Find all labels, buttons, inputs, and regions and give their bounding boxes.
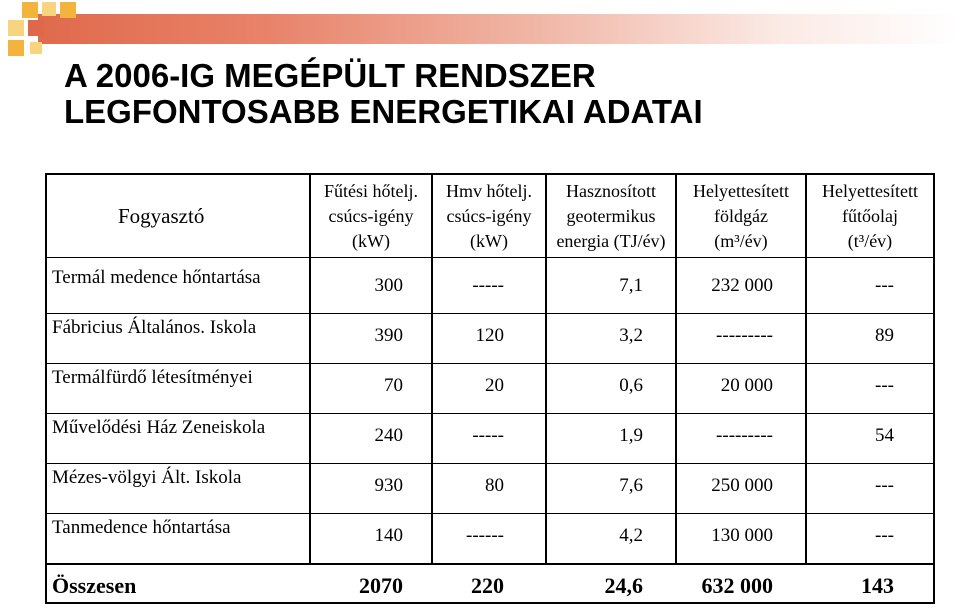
decoration-square (8, 20, 24, 36)
cell-oil: 89 (875, 325, 894, 346)
cell-oil: --- (875, 525, 894, 546)
title-line-2: LEGFONTOSABB ENERGETIKAI ADATAI (64, 93, 703, 130)
row-label: Mézes-völgyi Ált. Iskola (52, 467, 242, 488)
total-hmv: 220 (471, 573, 504, 598)
header-hmv-demand: Hmv hőtelj. csúcs-igény (kW) (446, 180, 532, 251)
cell-gas: 232 000 (711, 275, 773, 296)
decoration-square (8, 40, 24, 56)
row-divider (45, 463, 935, 464)
cell-hmv: ----- (472, 425, 504, 446)
row-divider (45, 363, 935, 364)
decoration-square (22, 2, 38, 18)
row-divider (45, 513, 935, 514)
cell-geo: 7,6 (619, 475, 643, 496)
cell-gas: 20 000 (720, 375, 773, 396)
cell-oil: 54 (875, 425, 894, 446)
cell-heat: 240 (374, 425, 403, 446)
cell-hmv: 80 (485, 475, 504, 496)
total-oil: 143 (861, 573, 894, 598)
cell-oil: --- (875, 375, 894, 396)
row-label: Termálfürdő létesítményei (52, 367, 253, 388)
cell-gas: 130 000 (711, 525, 773, 546)
cell-geo: 7,1 (619, 275, 643, 296)
row-label: Tanmedence hőntartása (52, 517, 231, 538)
row-label: Termál medence hőntartása (52, 267, 261, 288)
row-divider (45, 413, 935, 414)
row-divider (45, 257, 935, 258)
decoration-square (42, 2, 56, 16)
total-label: Összesen (52, 573, 137, 598)
cell-gas: --------- (716, 325, 773, 346)
header-consumer: Fogyasztó (118, 204, 205, 228)
decoration-square (28, 20, 44, 36)
header-gas: Helyettesített földgáz (m³/év) (693, 180, 789, 251)
row-label: Művelődési Ház Zeneiskola (52, 417, 266, 438)
cell-heat: 70 (384, 375, 403, 396)
cell-heat: 930 (374, 475, 403, 496)
decoration-square (30, 42, 42, 54)
header-geothermal: Hasznosított geotermikus energia (TJ/év) (556, 180, 666, 251)
header-heat-demand: Fűtési hőtelj. csúcs-igény (kW) (324, 180, 418, 251)
total-heat: 2070 (359, 573, 403, 598)
cell-heat: 390 (374, 325, 403, 346)
page-title (64, 58, 924, 130)
cell-oil: --- (875, 275, 894, 296)
total-geo: 24,6 (604, 573, 643, 598)
cell-geo: 0,6 (619, 375, 643, 396)
cell-geo: 4,2 (619, 525, 643, 546)
cell-hmv: 120 (475, 325, 504, 346)
cell-gas: --------- (716, 425, 773, 446)
cell-hmv: 20 (485, 375, 504, 396)
cell-oil: --- (875, 475, 894, 496)
cell-geo: 3,2 (619, 325, 643, 346)
total-divider (45, 563, 935, 565)
total-gas: 632 000 (701, 573, 773, 598)
row-label: Fábricius Általános. Iskola (52, 317, 257, 338)
decoration-square (60, 2, 76, 18)
cell-geo: 1,9 (619, 425, 643, 446)
header-decoration-bar (38, 14, 960, 44)
header-oil: Helyettesített fűtőolaj (t³/év) (822, 180, 918, 251)
title-line-1: A 2006-IG MEGÉPÜLT RENDSZER (64, 57, 596, 94)
cell-heat: 300 (374, 275, 403, 296)
row-divider (45, 313, 935, 314)
cell-heat: 140 (374, 525, 403, 546)
cell-hmv: ----- (472, 275, 504, 296)
cell-hmv: ------ (466, 525, 504, 546)
cell-gas: 250 000 (711, 475, 773, 496)
